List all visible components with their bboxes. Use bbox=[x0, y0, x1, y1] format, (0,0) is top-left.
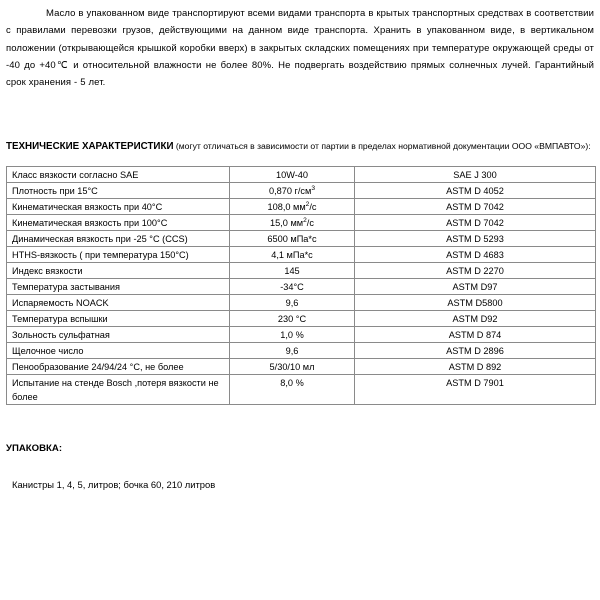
spec-standard-cell: ASTM D 7901 bbox=[355, 375, 596, 405]
spec-parameter-cell: Температура вспышки bbox=[7, 311, 230, 327]
spec-standard-cell: ASTM D 5293 bbox=[355, 231, 596, 247]
spec-parameter-cell: Щелочное число bbox=[7, 343, 230, 359]
spec-parameter-cell: Индекс вязкости bbox=[7, 263, 230, 279]
spec-value-cell: 9,6 bbox=[230, 343, 355, 359]
spec-standard-cell: ASTM D 7042 bbox=[355, 215, 596, 231]
storage-transport-paragraph: Масло в упакованном виде транспортируют всеми видами транспорта в крытых транспортных средствах в соответствии с правилами перевозки грузов, действующими на данном виде транспорта. Хранить в упакованном виде, в вертикальном положении (открывающейся крышкой коробки вверх) в закрытых складских помещениях при температуре окружающей среды от -40 до +40℃ и относительной влажности не более 80%. Не подвергать воздействию прямых солнечных лучей. Гарантийный срок хранения - 5 лет. bbox=[6, 8, 594, 89]
spec-value-cell: 9,6 bbox=[230, 295, 355, 311]
spec-parameter-cell: Зольность сульфатная bbox=[7, 327, 230, 343]
spec-parameter-cell: Класс вязкости согласно SAE bbox=[7, 167, 230, 183]
spec-heading-title: ТЕХНИЧЕСКИЕ ХАРАКТЕРИСТИКИ bbox=[6, 141, 174, 153]
spec-value-cell: 145 bbox=[230, 263, 355, 279]
spec-standard-cell: ASTM D5800 bbox=[355, 295, 596, 311]
table-row bbox=[7, 359, 596, 375]
table-row bbox=[7, 263, 596, 279]
spec-parameter-cell: Температура застывания bbox=[7, 279, 230, 295]
packaging-heading: УПАКОВКА: bbox=[6, 443, 63, 455]
table-row bbox=[7, 247, 596, 263]
spec-parameter-cell: Испаряемость NOACK bbox=[7, 295, 230, 311]
table-row bbox=[7, 231, 596, 247]
spec-value-cell: 230 °С bbox=[230, 311, 355, 327]
spec-parameter-cell: Динамическая вязкость при -25 °С (CCS) bbox=[7, 231, 230, 247]
spec-heading-note: (могут отличаться в зависимости от партии в пределах нормативной документации ООО «ВМПАВТО»): bbox=[173, 141, 591, 152]
table-row bbox=[7, 327, 596, 343]
technical-specifications-heading bbox=[6, 91, 594, 155]
spec-parameter-cell: Кинематическая вязкость при 100°С bbox=[7, 215, 230, 231]
table-row bbox=[7, 343, 596, 359]
spec-parameter-cell: HTHS-вязкость ( при температура 150°С) bbox=[7, 247, 230, 263]
spec-parameter-cell: Кинематическая вязкость при 40°С bbox=[7, 199, 230, 215]
spec-value-cell: 15,0 $мм^2/с$ bbox=[230, 215, 355, 231]
spec-standard-cell: ASTM D 892 bbox=[355, 359, 596, 375]
table-row bbox=[7, 199, 596, 215]
spec-value-cell: 1,0 % bbox=[230, 327, 355, 343]
table-row bbox=[7, 311, 596, 327]
table-row bbox=[7, 375, 596, 405]
spec-standard-cell: SAE J 300 bbox=[355, 167, 596, 183]
spec-standard-cell: ASTM D97 bbox=[355, 279, 596, 295]
table-row bbox=[7, 215, 596, 231]
spec-value-cell: 0,870 $г/см^3$ bbox=[230, 183, 355, 199]
packaging-text: Канистры 1, 4, 5, литров; бочка 60, 210 литров bbox=[12, 479, 216, 491]
spec-value-cell: 4,1 мПа*с bbox=[230, 247, 355, 263]
spec-standard-cell: ASTM D 2896 bbox=[355, 343, 596, 359]
spec-parameter-cell: Пенообразование 24/94/24 °С, не более bbox=[7, 359, 230, 375]
spec-standard-cell: ASTM D 7042 bbox=[355, 199, 596, 215]
table-row bbox=[7, 167, 596, 183]
spec-value-cell: 10W-40 bbox=[230, 167, 355, 183]
spec-value-cell: 108,0 $мм^2/с$ bbox=[230, 199, 355, 215]
spec-value-cell: 5/30/10 мл bbox=[230, 359, 355, 375]
spec-value-cell: 6500 мПа*с bbox=[230, 231, 355, 247]
spec-standard-cell: ASTM D 2270 bbox=[355, 263, 596, 279]
spec-value-cell: 8,0 % bbox=[230, 375, 355, 405]
spec-parameter-cell: Испытание на стенде Bosch ,потеря вязкости не более bbox=[7, 375, 230, 405]
spec-value-cell: -34°С bbox=[230, 279, 355, 295]
spec-table-body bbox=[7, 167, 596, 405]
table-row bbox=[7, 295, 596, 311]
spec-standard-cell: ASTM D92 bbox=[355, 311, 596, 327]
spec-standard-cell: ASTM D 4052 bbox=[355, 183, 596, 199]
spec-standard-cell: ASTM D 874 bbox=[355, 327, 596, 343]
table-row bbox=[7, 279, 596, 295]
technical-specifications-table bbox=[6, 166, 596, 405]
table-row bbox=[7, 183, 596, 199]
spec-standard-cell: ASTM D 4683 bbox=[355, 247, 596, 263]
spec-parameter-cell: Плотность при 15°С bbox=[7, 183, 230, 199]
